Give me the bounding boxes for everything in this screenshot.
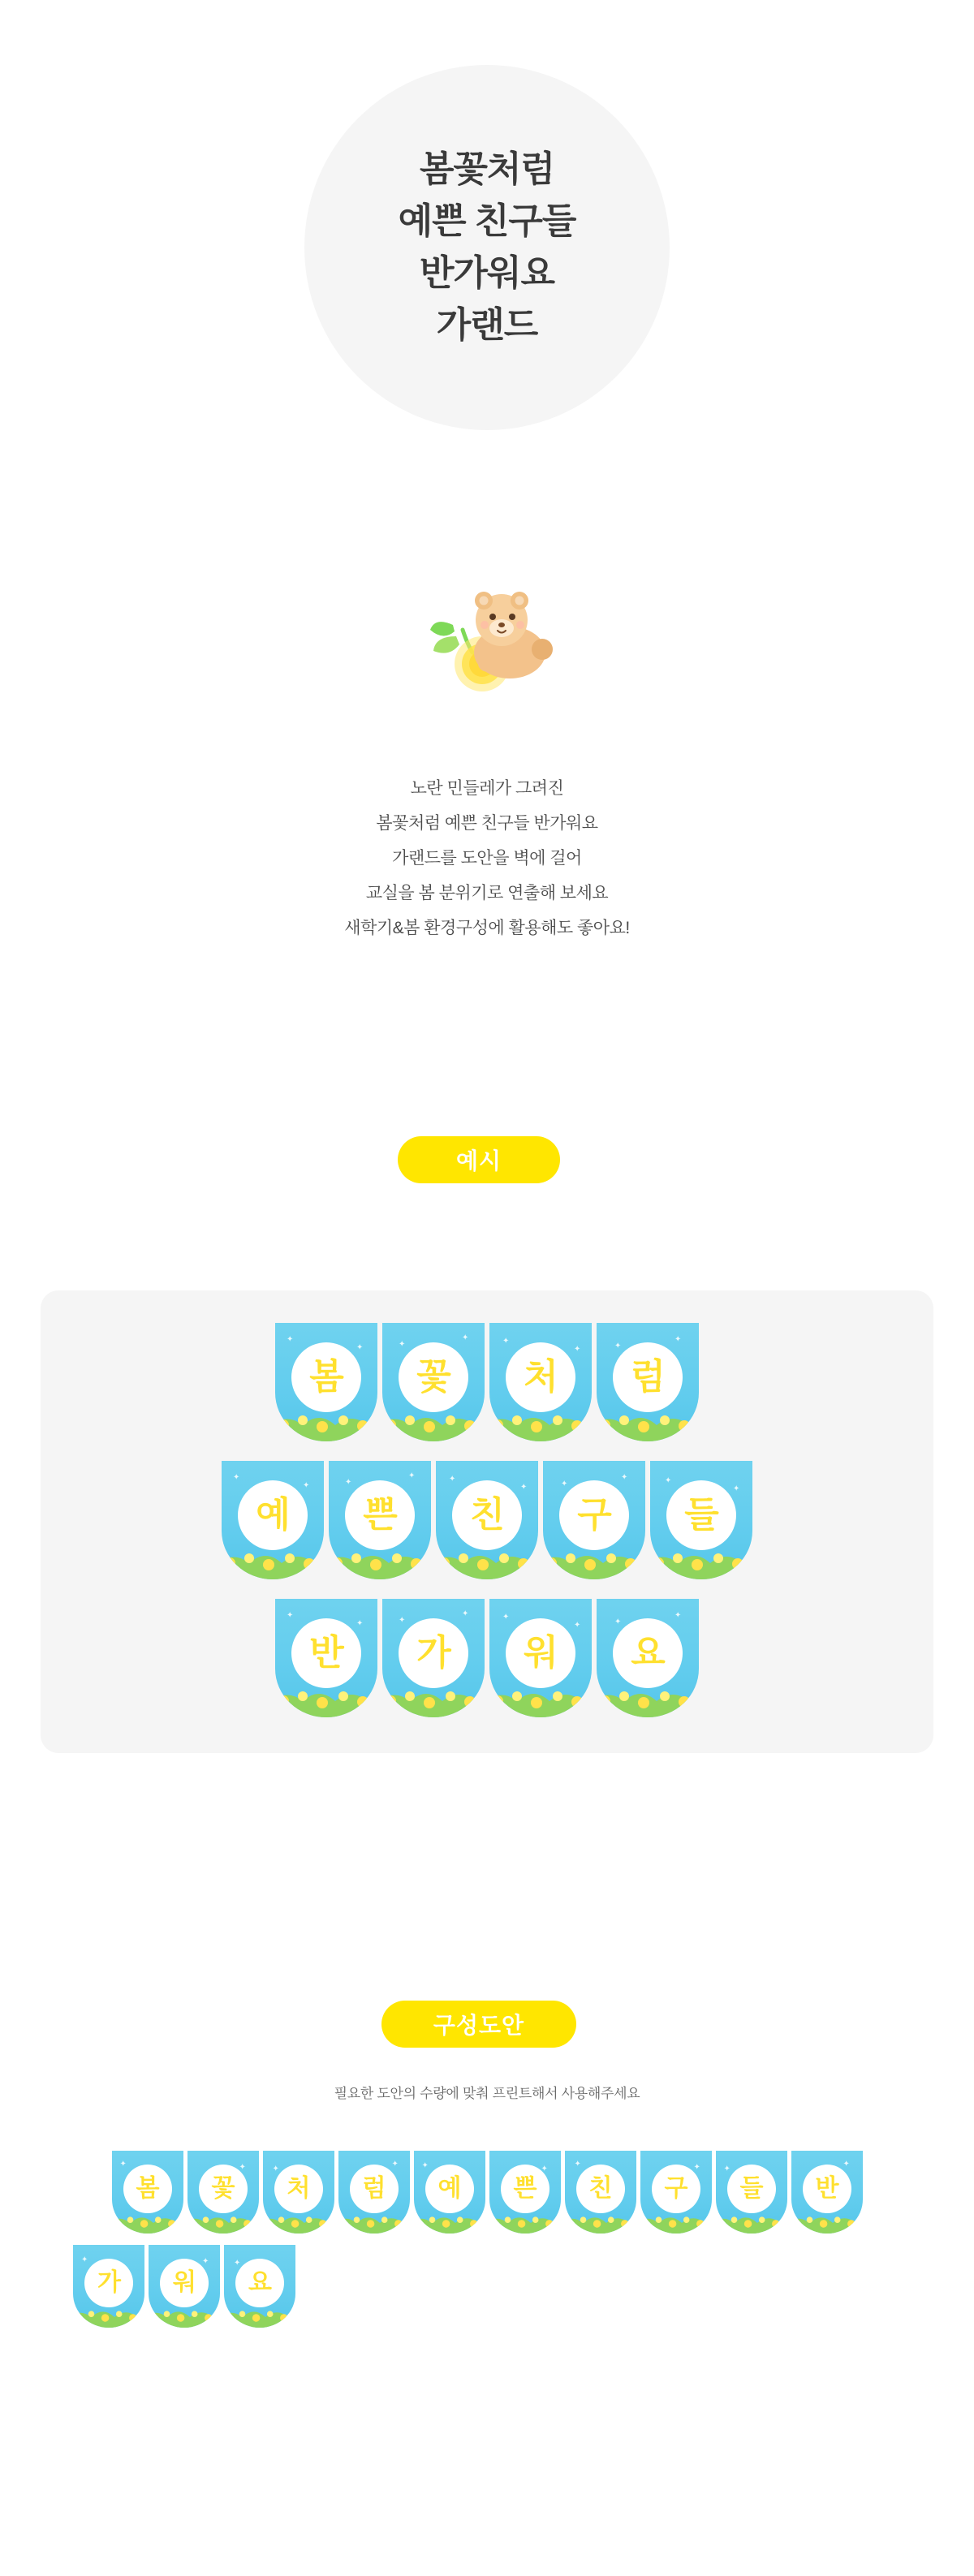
- flag-pennant-small: ✦ 봄: [112, 2151, 183, 2234]
- title-line-2: 예쁜 친구들: [398, 201, 576, 242]
- flag-letter: 요: [248, 2268, 271, 2296]
- flag-circle: [123, 2165, 172, 2213]
- flag-pennant: ✦ ✦ 들: [650, 1461, 752, 1579]
- flag-pennant-small: ✦ 예: [414, 2151, 485, 2234]
- description-line: 교실을 봄 분위기로 연출해 보세요: [365, 884, 609, 903]
- flag-row-1: [41, 1323, 933, 1441]
- flag-letter: 럼: [631, 1357, 665, 1398]
- title-line-1: 봄꽃처럼: [419, 149, 554, 190]
- flag-letter: 친: [470, 1495, 504, 1536]
- flag-letter: 반: [815, 2174, 838, 2202]
- description-line: 가랜드를 도안을 벽에 걸어: [392, 849, 582, 868]
- flag-letter: 쁜: [513, 2174, 537, 2202]
- flag-letter: 예: [256, 1495, 290, 1536]
- flag-pennant: ✦ ✦ 워: [489, 1599, 592, 1717]
- layout-flag-row-2: [0, 2245, 974, 2328]
- flag-letter: 워: [524, 1633, 558, 1674]
- section-heading-example: 예시: [398, 1136, 560, 1183]
- flag-letter: 들: [684, 1495, 718, 1536]
- flag-pennant: ✦ ✦ 가: [382, 1599, 485, 1717]
- layout-flag-grid: [0, 2151, 974, 2339]
- description-line: 새학기&봄 환경구성에 활용해도 좋아요!: [344, 919, 630, 938]
- flag-circle: [235, 2259, 284, 2307]
- flag-circle: [160, 2259, 209, 2307]
- flag-pennant: ✦ ✦ 쁜: [329, 1461, 431, 1579]
- flag-pennant-small: ✦ 들: [716, 2151, 787, 2234]
- bear-illustration: [365, 568, 609, 706]
- flag-letter: 럼: [362, 2174, 386, 2202]
- flag-letter: 반: [309, 1633, 343, 1674]
- flag-circle: [199, 2165, 248, 2213]
- flag-pennant-small: ✦ 가: [73, 2245, 144, 2328]
- title-line-3: 반가워요: [419, 253, 554, 293]
- description-line: 노란 민들레가 그려진: [410, 779, 564, 798]
- flag-letter: 가: [416, 1633, 450, 1674]
- flag-circle: [501, 2165, 549, 2213]
- flag-circle: [576, 2165, 625, 2213]
- flag-pennant: ✦ ✦ 처: [489, 1323, 592, 1441]
- flag-circle: [350, 2165, 399, 2213]
- flag-circle: [274, 2165, 323, 2213]
- flag-circle: [425, 2165, 474, 2213]
- flag-letter: 구: [664, 2174, 687, 2202]
- layout-note: 필요한 도안의 수량에 맞춰 프린트해서 사용해주세요: [334, 2086, 640, 2101]
- flag-letter: 워: [173, 2268, 196, 2296]
- flag-pennant-small: ✦ 워: [149, 2245, 220, 2328]
- flag-pennant: ✦ ✦ 구: [543, 1461, 645, 1579]
- flag-pennant-small: ✦ 친: [565, 2151, 636, 2234]
- flag-pennant: ✦ ✦ 요: [597, 1599, 699, 1717]
- flag-pennant-small: ✦ 반: [791, 2151, 863, 2234]
- flag-pennant-small: ✦ 럼: [338, 2151, 410, 2234]
- flag-pennant-small: ✦ 요: [224, 2245, 295, 2328]
- flag-letter: 예: [437, 2174, 461, 2202]
- flag-letter: 처: [524, 1357, 558, 1398]
- flag-pennant-small: ✦ 구: [640, 2151, 712, 2234]
- example-panel: [41, 1290, 933, 1753]
- flag-letter: 구: [577, 1495, 611, 1536]
- flag-pennant: ✦ ✦ 반: [275, 1599, 377, 1717]
- flag-pennant: ✦ ✦ 친: [436, 1461, 538, 1579]
- flag-letter: 꽃: [211, 2174, 235, 2202]
- flag-letter: 쁜: [363, 1495, 397, 1536]
- flag-pennant-small: ✦ 꽃: [187, 2151, 259, 2234]
- flag-pennant-small: ✦ 처: [263, 2151, 334, 2234]
- flag-letter: 봄: [309, 1357, 343, 1398]
- title-circle: [304, 65, 670, 430]
- flag-circle: [652, 2165, 700, 2213]
- flag-circle: [803, 2165, 851, 2213]
- flag-letter: 가: [97, 2268, 120, 2296]
- description-line: 봄꽃처럼 예쁜 친구들 반가워요: [376, 814, 598, 834]
- flag-letter: 친: [588, 2174, 612, 2202]
- flag-letter: 꽃: [416, 1357, 450, 1398]
- flag-letter: 처: [287, 2174, 310, 2202]
- flag-letter: 요: [631, 1633, 665, 1674]
- description-block: [0, 771, 974, 946]
- flag-pennant-small: ✦ 쁜: [489, 2151, 561, 2234]
- flag-pennant: ✦ ✦ 예: [222, 1461, 324, 1579]
- layout-flag-row-1: [0, 2151, 974, 2234]
- flag-row-2: [41, 1461, 933, 1579]
- flag-pennant: ✦ ✦ 꽃: [382, 1323, 485, 1441]
- flag-pennant: ✦ ✦ 봄: [275, 1323, 377, 1441]
- flag-circle: [84, 2259, 133, 2307]
- flag-letter: 들: [739, 2174, 763, 2202]
- flag-row-3: [41, 1599, 933, 1717]
- flag-circle: [727, 2165, 776, 2213]
- flag-letter: 봄: [136, 2174, 159, 2202]
- title-line-4: 가랜드: [436, 304, 538, 345]
- flag-pennant: ✦ ✦ 럼: [597, 1323, 699, 1441]
- section-heading-layout: 구성도안: [381, 2001, 576, 2048]
